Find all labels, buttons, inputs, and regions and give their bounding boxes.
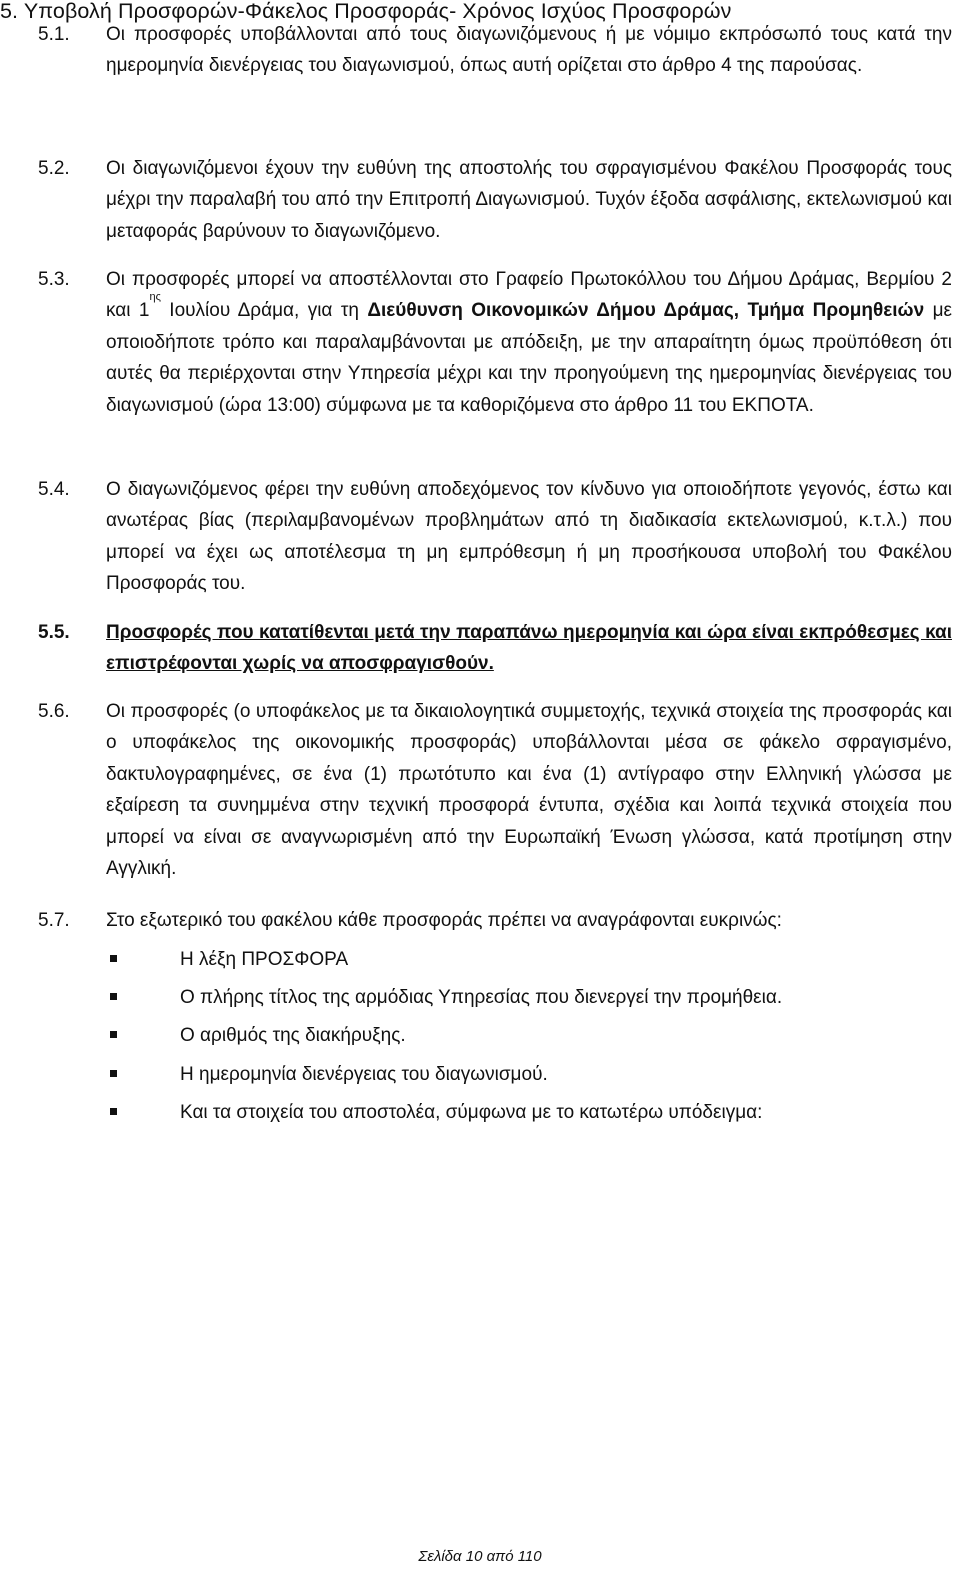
paragraph-text: Οι προσφορές (ο υποφάκελος με τα δικαιολογητικά συμμετοχής, τεχνικά στοιχεία της προσφοράς και ο υποφάκελος της οικονομικής προσφοράς) υποβάλλονται μέσα σε φάκελο σφραγισμένο, δακτυλογραφημένες, σε ένα (1) πρωτότυπο και ένα (1) αντίγραφο στην Ελληνική γλώσσα με εξαίρεση τα συνημμένα στην τεχνική προσφορά έντυπα, σχέδια και λοιπά τεχνικά στοιχεία που μπορεί να είναι σε αναγνωρισμένη από την Ευρωπαϊκή Ένωση γλώσσα, κατά προτίμηση στην Αγγλική. (106, 701, 952, 880)
paragraph-number: 5.4. (38, 479, 70, 500)
paragraph-5-3 (38, 264, 952, 421)
list-item (38, 1056, 952, 1094)
paragraph-number: 5.2. (38, 158, 70, 179)
paragraph-text (106, 264, 952, 421)
list-item-text: Η ημερομηνία διενέργειας του διαγωνισμού. (180, 1063, 548, 1085)
paragraph-5-2 (38, 153, 952, 247)
bullet-list (38, 941, 952, 1132)
square-bullet-icon (110, 955, 117, 962)
list-item (38, 1094, 952, 1132)
list-item-text: Ο αριθμός της διακήρυξης. (180, 1025, 406, 1047)
paragraph-text: Οι προσφορές υποβάλλονται από τους διαγωνιζόμενους ή με νόμιμο εκπρόσωπό τους κατά την ημερομηνία διενέργειας του διαγωνισμού, όπως αυτή ορίζεται στο άρθρο 4 της παρούσας. (106, 24, 952, 77)
page-number-footer: Σελίδα 10 από 110 (418, 1548, 542, 1565)
paragraph-text-part: με οποιοδήποτε τρόπο και παραλαμβάνονται με απόδειξη, με την απαραίτητη όμως προϋπόθεση ότι αυτές θα περιέρχονται στην Υπηρεσία μέχρι και την προηγούμενη της ημερομηνίας διενέργειας του διαγωνισμού (ώρα 13:00) σύμφωνα με τα καθοριζόμενα στο άρθρο 11 του ΕΚΠΟΤΑ. (106, 300, 952, 416)
paragraph-text: Ο διαγωνιζόμενος φέρει την ευθύνη αποδεχόμενος τον κίνδυνο για οποιοδήποτε γεγονός, έστω και ανωτέρας βίας (περιλαμβανομένων προβλημάτων από τη διαδικασία εκτελωνισμού, κ.τ.λ.) που μπορεί να έχει ως αποτέλεσμα τη μη εμπρόθεσμη ή μη προσήκουσα υποβολή του Φακέλου Προσφοράς του. (106, 479, 952, 595)
paragraph-text: Προσφορές που κατατίθενται μετά την παραπάνω ημερομηνία και ώρα είναι εκπρόθεσμες και επιστρέφονται χωρίς να αποσφραγισθούν. (106, 622, 952, 675)
list-item-text: Η λέξη ΠΡΟΣΦΟΡΑ (180, 949, 349, 970)
paragraph-5-1 (38, 19, 952, 82)
paragraph-5-4 (38, 474, 952, 600)
list-item (38, 1017, 952, 1055)
list-item (38, 979, 952, 1017)
paragraph-number: 5.1. (38, 24, 70, 45)
paragraph-text-part: Ιουλίου Δράμα, για τη (160, 300, 368, 322)
paragraph-text: Οι διαγωνιζόμενοι έχουν την ευθύνη της αποστολής του σφραγισμένου Φακέλου Προσφοράς τους μέχρι την παραλαβή του από την Επιτροπή Διαγωνισμού. Τυχόν έξοδα ασφάλισης, εκτελωνισμού και μεταφοράς βαρύνουν το διαγωνιζόμενο. (106, 158, 952, 242)
paragraph-number: 5.5. (38, 622, 70, 643)
square-bullet-icon (110, 993, 117, 1000)
paragraph-5-6 (38, 696, 952, 884)
list-item-text: Και τα στοιχεία του αποστολέα, σύμφωνα με το κατωτέρω υπόδειγμα: (180, 1101, 763, 1123)
paragraph-number: 5.6. (38, 701, 70, 722)
paragraph-text: Στο εξωτερικό του φακέλου κάθε προσφοράς πρέπει να αναγράφονται ευκρινώς: (106, 910, 782, 931)
paragraph-number: 5.3. (38, 269, 70, 290)
paragraph-5-7 (38, 905, 952, 936)
list-item-text: Ο πλήρης τίτλος της αρμόδιας Υπηρεσίας που διενεργεί την προμήθεια. (180, 987, 783, 1009)
square-bullet-icon (110, 1108, 117, 1115)
square-bullet-icon (110, 1070, 117, 1077)
section-title: 5. Υποβολή Προσφορών-Φάκελος Προσφοράς- Χρόνος Ισχύος Προσφορών (0, 0, 732, 23)
paragraph-5-5 (38, 617, 952, 680)
list-item (38, 941, 952, 979)
square-bullet-icon (110, 1031, 117, 1038)
department-name: Διεύθυνση Οικονομικών Δήμου Δράμας, Τμήμα Προμηθειών (367, 300, 925, 322)
paragraph-number: 5.7. (38, 910, 70, 931)
ordinal-superscript: ης (149, 291, 161, 304)
paragraph-text-part: Οι προσφορές μπορεί να αποστέλλονται στο Γραφείο Πρωτοκόλλου του Δήμου Δράμας, Βερμίου 2 και 1 (106, 269, 952, 322)
